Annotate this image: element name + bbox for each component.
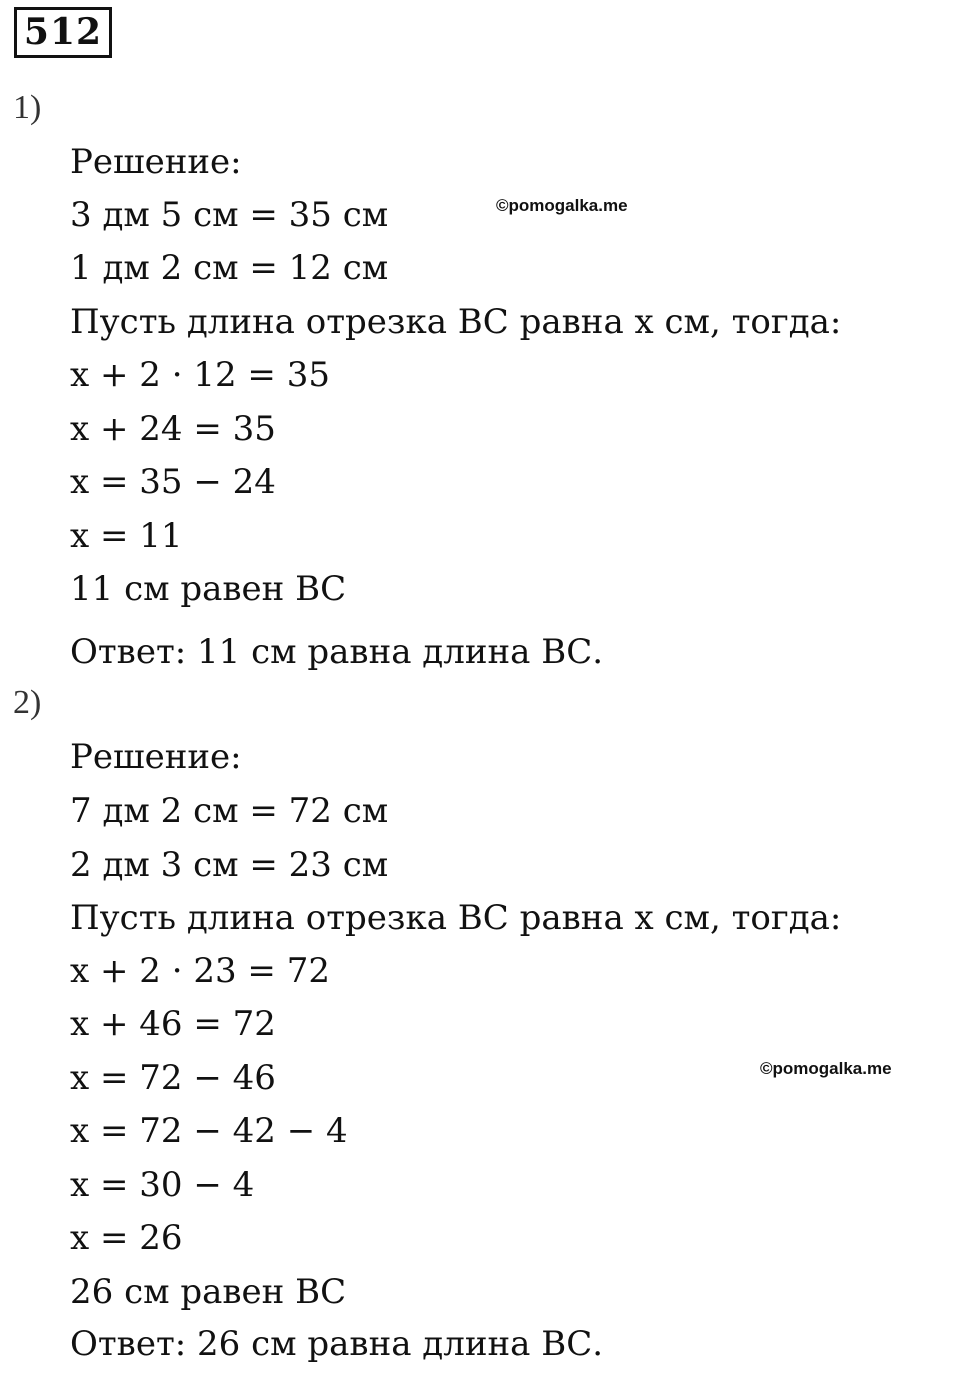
part-2-equation-5: x = 30 − 4 bbox=[70, 1165, 255, 1205]
part-2-equation-4: x = 72 − 42 − 4 bbox=[70, 1111, 348, 1151]
part-2-conversion-1: 7 дм 2 см = 72 см bbox=[70, 791, 389, 831]
watermark-top: ©pomogalka.me bbox=[496, 196, 628, 215]
part-2-result: 26 см равен ВС bbox=[70, 1272, 347, 1312]
part-2-label: 2) bbox=[13, 684, 42, 721]
part-2-equation-3: x = 72 − 46 bbox=[70, 1058, 276, 1098]
part-2-equation-6: x = 26 bbox=[70, 1218, 183, 1258]
part-1-label: 1) bbox=[13, 89, 42, 126]
watermark-bottom: ©pomogalka.me bbox=[760, 1059, 892, 1078]
part-1-answer: Ответ: 11 см равна длина ВС. bbox=[70, 632, 604, 672]
part-1-equation-4: x = 11 bbox=[70, 516, 183, 556]
part-2-equation-2: x + 46 = 72 bbox=[70, 1004, 276, 1044]
part-1-solution-heading: Решение: bbox=[70, 142, 242, 182]
part-2-conversion-2: 2 дм 3 см = 23 см bbox=[70, 845, 389, 885]
part-1-equation-1: x + 2 · 12 = 35 bbox=[70, 355, 330, 395]
part-2-answer: Ответ: 26 см равна длина ВС. bbox=[70, 1324, 604, 1364]
part-1-equation-3: x = 35 − 24 bbox=[70, 462, 276, 502]
part-1-let-statement: Пусть длина отрезка ВС равна x см, тогда: bbox=[70, 302, 842, 342]
part-1-equation-2: x + 24 = 35 bbox=[70, 409, 276, 449]
part-2-solution-heading: Решение: bbox=[70, 737, 242, 777]
part-1-result: 11 см равен ВС bbox=[70, 569, 347, 609]
part-1-conversion-1: 3 дм 5 см = 35 см bbox=[70, 195, 389, 235]
part-2-equation-1: x + 2 · 23 = 72 bbox=[70, 951, 330, 991]
task-number-box: 512 bbox=[14, 7, 112, 58]
part-2-let-statement: Пусть длина отрезка ВС равна x см, тогда: bbox=[70, 898, 842, 938]
part-1-conversion-2: 1 дм 2 см = 12 см bbox=[70, 248, 389, 288]
